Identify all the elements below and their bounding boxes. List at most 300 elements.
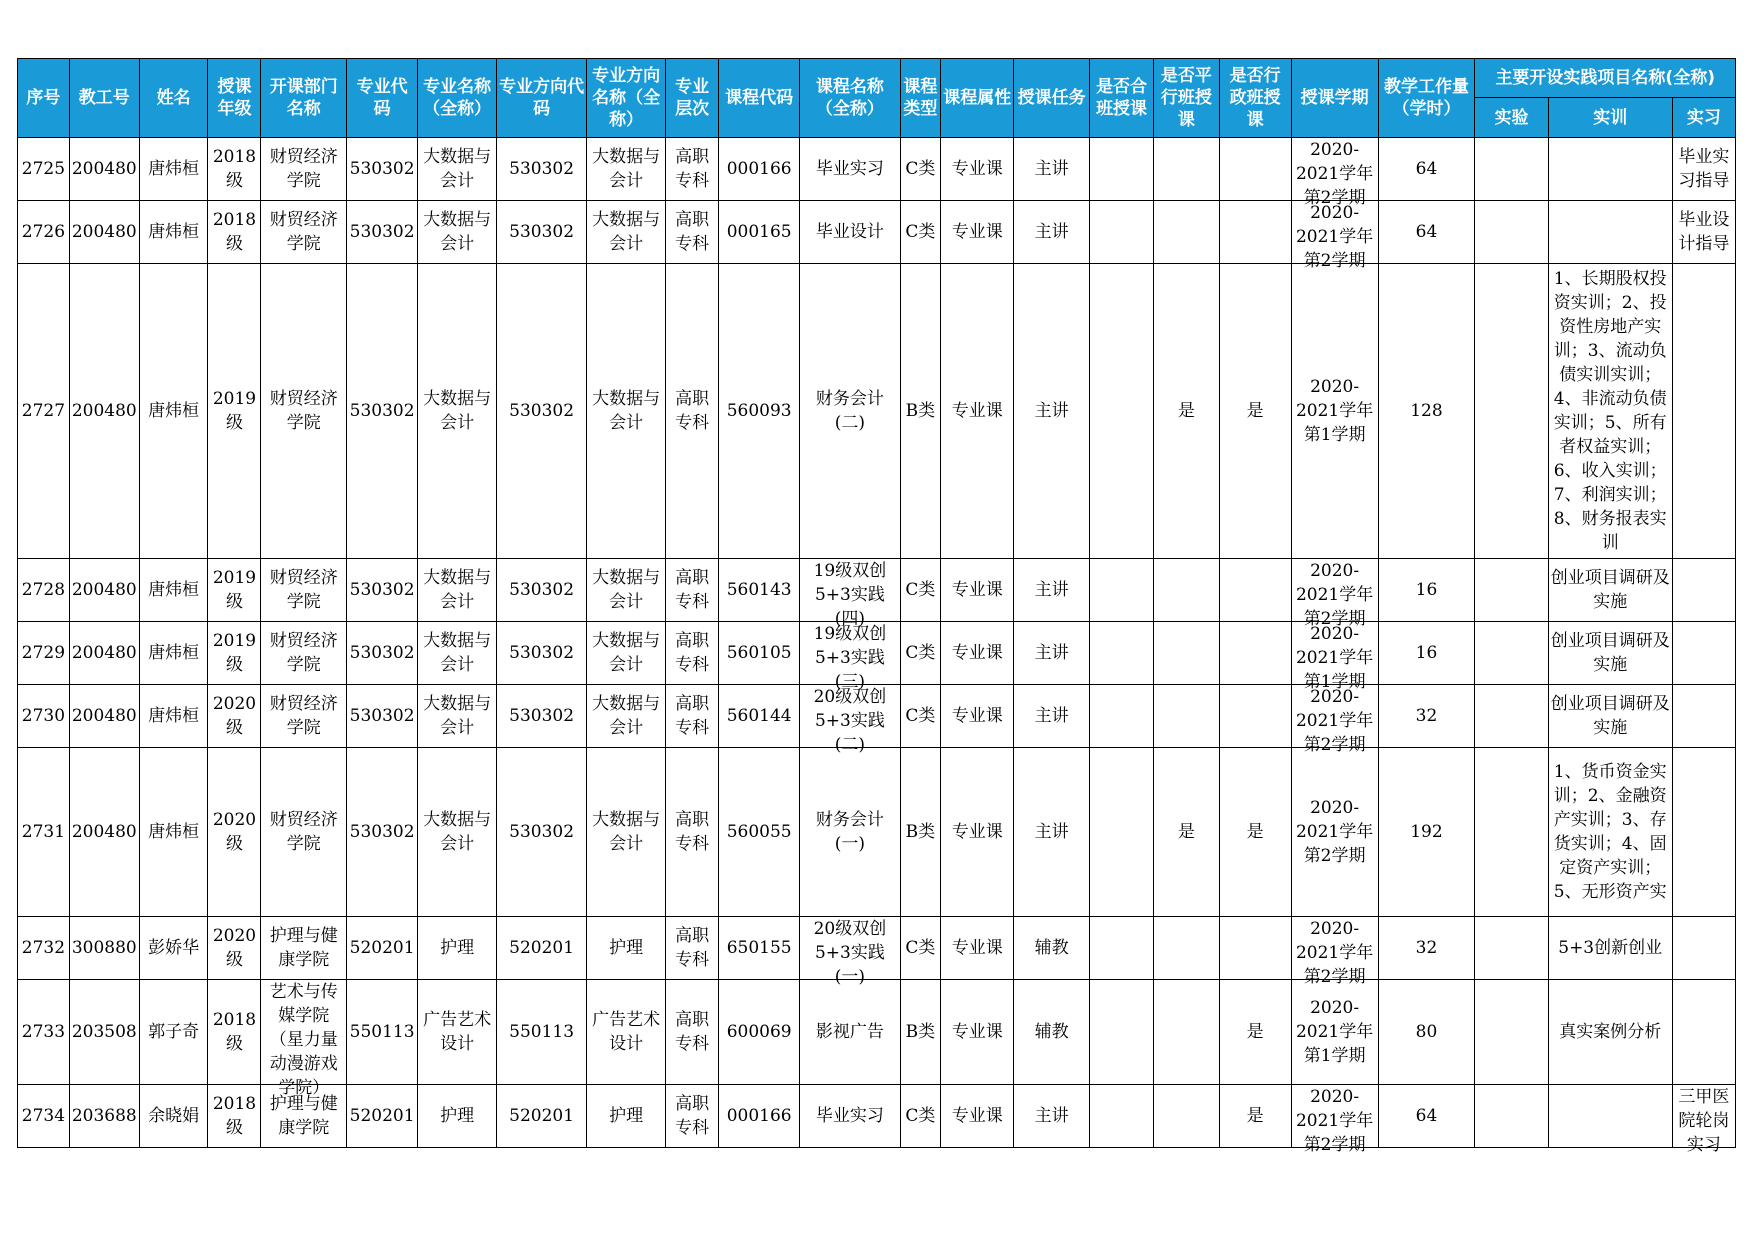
cell-text: 高职专科 <box>675 631 710 675</box>
cell-text: 主讲 <box>1034 159 1069 179</box>
cell-course-attr <box>941 748 1014 917</box>
cell-experiment <box>1475 138 1548 201</box>
cell-major-code <box>347 685 418 748</box>
table-header <box>18 59 1736 138</box>
cell-text: 广告艺术设计 <box>423 1010 492 1054</box>
cell-text: 560143 <box>726 580 792 600</box>
cell-text: 高职专科 <box>675 210 710 254</box>
cell-text: 是 <box>1246 1022 1264 1042</box>
cell-grade <box>208 748 261 917</box>
cell-merged <box>1089 622 1153 685</box>
header-practice-group: 主要开设实践项目名称(全称) <box>1475 59 1736 98</box>
header-course-code: 课程代码 <box>719 59 800 138</box>
cell-text: 000166 <box>726 159 792 179</box>
cell-course-code <box>719 980 800 1085</box>
cell-merged <box>1089 201 1153 264</box>
cell-text: 郭子奇 <box>148 1022 200 1042</box>
cell-dept <box>261 559 347 622</box>
cell-text: 2020级 <box>212 926 257 970</box>
cell-text: 2020-2021学年第1学期 <box>1295 624 1374 692</box>
cell-direction-name <box>587 559 666 622</box>
cell-internship <box>1672 622 1735 685</box>
cell-course-type <box>900 138 941 201</box>
cell-text: 2725 <box>21 159 66 179</box>
cell-text: 64 <box>1415 222 1438 242</box>
cell-teacher-id <box>69 917 139 980</box>
cell-text: 2734 <box>21 1106 66 1126</box>
cell-major-code <box>347 138 418 201</box>
cell-text: 护理与健康学院 <box>269 1094 338 1138</box>
cell-admin <box>1219 685 1291 748</box>
table-row <box>18 264 1736 559</box>
cell-text: 2020级 <box>212 694 257 738</box>
cell-training <box>1548 622 1672 685</box>
cell-text: 唐炜桓 <box>148 159 200 179</box>
cell-term <box>1291 980 1378 1085</box>
header-parallel: 是否平行班授课 <box>1154 59 1219 138</box>
cell-internship <box>1672 748 1735 917</box>
cell-experiment <box>1475 264 1548 559</box>
header-seq: 序号 <box>18 59 70 138</box>
cell-task <box>1014 917 1090 980</box>
cell-text: 护理 <box>609 938 644 958</box>
header-grade: 授课年级 <box>208 59 261 138</box>
cell-text: 毕业设计 <box>815 222 884 242</box>
cell-text: 主讲 <box>1034 222 1069 242</box>
cell-text: 2018级 <box>212 147 257 191</box>
cell-text: 32 <box>1415 706 1438 726</box>
cell-experiment <box>1475 685 1548 748</box>
cell-training <box>1548 559 1672 622</box>
cell-text: 520201 <box>349 1106 415 1126</box>
cell-course-attr <box>941 138 1014 201</box>
cell-text: 创业项目调研及实施 <box>1550 631 1670 675</box>
cell-text: 是 <box>1177 401 1195 421</box>
teaching-workload-table <box>17 58 1736 1155</box>
cell-teacher-id <box>69 559 139 622</box>
cell-course-name <box>800 1085 900 1148</box>
cell-text: 2730 <box>21 706 66 726</box>
cell-hours <box>1378 559 1475 622</box>
cell-text: C类 <box>905 706 936 726</box>
cell-internship <box>1672 138 1735 201</box>
cell-text: 000166 <box>726 1106 792 1126</box>
header-course-name: 课程名称（全称） <box>800 59 900 138</box>
cell-teacher-id <box>69 138 139 201</box>
cell-text: 高职专科 <box>675 1010 710 1054</box>
header-teacher-id: 教工号 <box>69 59 139 138</box>
cell-major-name <box>418 748 497 917</box>
cell-dept <box>261 622 347 685</box>
cell-text: 530302 <box>349 401 415 421</box>
cell-text: 财务会计(一) <box>815 810 884 854</box>
cell-text: 专业课 <box>951 706 1003 726</box>
cell-text: 唐炜桓 <box>148 580 200 600</box>
cell-text: 2020-2021学年第2学期 <box>1295 140 1374 208</box>
cell-text: 毕业实习 <box>815 1106 884 1126</box>
cell-major-name <box>418 917 497 980</box>
cell-text: 530302 <box>349 706 415 726</box>
table-row <box>18 980 1736 1085</box>
cell-teacher-id <box>69 264 139 559</box>
cell-training <box>1548 264 1672 559</box>
cell-text: 专业课 <box>951 159 1003 179</box>
cell-text: 三甲医院轮岗实习 <box>1678 1087 1730 1155</box>
cell-text: 530302 <box>509 822 575 842</box>
cell-level <box>666 685 719 748</box>
cell-grade <box>208 917 261 980</box>
cell-course-attr <box>941 559 1014 622</box>
cell-term <box>1291 138 1378 208</box>
cell-text: 550113 <box>509 1022 575 1042</box>
cell-parallel <box>1154 748 1219 917</box>
cell-major-code <box>347 264 418 559</box>
cell-text: 大数据与会计 <box>423 389 492 433</box>
cell-text: 高职专科 <box>675 147 710 191</box>
cell-course-code <box>719 622 800 685</box>
cell-course-attr <box>941 622 1014 685</box>
cell-admin <box>1219 201 1291 264</box>
cell-admin <box>1219 748 1291 917</box>
table-row <box>18 917 1736 980</box>
table-row <box>18 622 1736 685</box>
cell-text: B类 <box>905 822 936 842</box>
cell-seq <box>18 748 70 917</box>
cell-text: 530302 <box>509 706 575 726</box>
cell-text: 创业项目调研及实施 <box>1550 568 1670 612</box>
header-hours: 教学工作量（学时） <box>1378 59 1475 138</box>
cell-text: 大数据与会计 <box>592 810 661 854</box>
cell-major-name <box>418 1085 497 1148</box>
cell-text: 2733 <box>21 1022 66 1042</box>
cell-course-code <box>719 748 800 917</box>
cell-parallel <box>1154 685 1219 748</box>
cell-seq <box>18 1085 70 1148</box>
header-experiment: 实验 <box>1475 98 1548 138</box>
cell-text: 2019级 <box>212 389 257 433</box>
cell-grade <box>208 685 261 748</box>
cell-dept <box>261 685 347 748</box>
cell-text: 护理 <box>440 938 475 958</box>
cell-parallel <box>1154 1085 1219 1148</box>
cell-name <box>139 622 208 685</box>
cell-training <box>1548 917 1672 980</box>
cell-text: 辅教 <box>1034 1022 1069 1042</box>
cell-text: 专业课 <box>951 938 1003 958</box>
cell-major-name <box>418 622 497 685</box>
cell-admin <box>1219 980 1291 1085</box>
cell-parallel <box>1154 138 1219 201</box>
cell-text: 560055 <box>726 822 792 842</box>
cell-name <box>139 201 208 264</box>
cell-text: 专业课 <box>951 1106 1003 1126</box>
cell-direction-name <box>587 1085 666 1148</box>
cell-course-name <box>800 201 900 264</box>
cell-level <box>666 622 719 685</box>
cell-task <box>1014 685 1090 748</box>
header-level: 专业层次 <box>666 59 719 138</box>
cell-text: 2020-2021学年第2学期 <box>1295 919 1374 987</box>
cell-grade <box>208 1085 261 1148</box>
cell-text: 1、长期股权投资实训；2、投资性房地产实训；3、流动负债实训实训；4、非流动负债实训；5、所有者权益实训；6、收入实训；7、利润实训；8、财务报表实训 <box>1553 269 1667 553</box>
cell-course-code <box>719 1085 800 1148</box>
cell-text: 财贸经济学院 <box>269 568 338 612</box>
cell-course-type <box>900 622 941 685</box>
cell-text: 高职专科 <box>675 694 710 738</box>
cell-course-name <box>800 980 900 1085</box>
cell-text: 530302 <box>509 159 575 179</box>
table-row <box>18 559 1736 622</box>
cell-teacher-id <box>69 201 139 264</box>
cell-text: 2018级 <box>212 1010 257 1054</box>
cell-teacher-id <box>69 1085 139 1148</box>
cell-text: 192 <box>1410 822 1443 842</box>
cell-course-name <box>800 748 900 917</box>
table-row <box>18 138 1736 201</box>
cell-training <box>1548 1085 1672 1148</box>
cell-course-code <box>719 685 800 748</box>
cell-training <box>1548 980 1672 1085</box>
cell-text: 2019级 <box>212 631 257 675</box>
cell-major-name <box>418 264 497 559</box>
header-admin: 是否行政班授课 <box>1219 59 1291 138</box>
cell-admin <box>1219 264 1291 559</box>
cell-text: 64 <box>1415 159 1438 179</box>
cell-major-name <box>418 685 497 748</box>
cell-course-attr <box>941 685 1014 748</box>
cell-course-type <box>900 980 941 1085</box>
header-internship: 实习 <box>1672 98 1735 138</box>
cell-experiment <box>1475 980 1548 1085</box>
cell-text: 600069 <box>726 1022 792 1042</box>
cell-text: 5+3创新创业 <box>1558 938 1663 958</box>
cell-text: 主讲 <box>1034 580 1069 600</box>
cell-text: 大数据与会计 <box>592 694 661 738</box>
cell-text: 32 <box>1415 938 1438 958</box>
cell-text: 广告艺术设计 <box>592 1010 661 1054</box>
cell-text: 唐炜桓 <box>148 222 200 242</box>
cell-level <box>666 917 719 980</box>
cell-experiment <box>1475 1085 1548 1148</box>
cell-text: 560144 <box>726 706 792 726</box>
cell-training <box>1548 138 1672 201</box>
cell-course-name <box>800 264 900 559</box>
cell-text: 200480 <box>71 222 137 242</box>
cell-parallel <box>1154 980 1219 1085</box>
cell-text: 520201 <box>509 938 575 958</box>
cell-direction-code <box>497 685 587 748</box>
cell-text: 2729 <box>21 643 66 663</box>
cell-seq <box>18 685 70 748</box>
header-direction-code: 专业方向代码 <box>497 59 587 138</box>
table-row <box>18 1085 1736 1148</box>
cell-text: 530302 <box>349 643 415 663</box>
cell-text: 2726 <box>21 222 66 242</box>
cell-text: C类 <box>905 643 936 663</box>
cell-text: 高职专科 <box>675 1094 710 1138</box>
cell-direction-code <box>497 138 587 201</box>
cell-text: 大数据与会计 <box>423 147 492 191</box>
cell-internship <box>1672 559 1735 622</box>
cell-dept <box>261 264 347 559</box>
cell-training <box>1548 748 1672 917</box>
cell-text: 200480 <box>71 706 137 726</box>
cell-text: 2020-2021学年第2学期 <box>1295 1087 1374 1155</box>
cell-direction-code <box>497 559 587 622</box>
header-direction-name: 专业方向名称（全称） <box>587 59 666 138</box>
cell-text: 200480 <box>71 401 137 421</box>
cell-seq <box>18 138 70 201</box>
cell-text: 200480 <box>71 580 137 600</box>
header-term: 授课学期 <box>1291 59 1378 138</box>
cell-dept <box>261 201 347 264</box>
cell-seq <box>18 980 70 1085</box>
cell-text: 2020-2021学年第2学期 <box>1295 561 1374 629</box>
cell-direction-name <box>587 201 666 264</box>
cell-text: 专业课 <box>951 580 1003 600</box>
cell-name <box>139 917 208 980</box>
cell-term <box>1291 917 1378 987</box>
cell-major-code <box>347 201 418 264</box>
cell-grade <box>208 622 261 685</box>
cell-training <box>1548 685 1672 748</box>
cell-admin <box>1219 917 1291 980</box>
cell-text: 530302 <box>509 401 575 421</box>
cell-term <box>1291 559 1378 629</box>
cell-text: 200480 <box>71 159 137 179</box>
cell-text: 560105 <box>726 643 792 663</box>
cell-grade <box>208 559 261 622</box>
cell-text: 530302 <box>349 222 415 242</box>
cell-seq <box>18 917 70 980</box>
cell-text: 16 <box>1415 643 1438 663</box>
cell-text: 200480 <box>71 822 137 842</box>
cell-text: 大数据与会计 <box>423 210 492 254</box>
cell-text: 大数据与会计 <box>592 210 661 254</box>
cell-text: 530302 <box>509 643 575 663</box>
cell-hours <box>1378 622 1475 685</box>
cell-internship <box>1672 264 1735 559</box>
cell-course-name <box>800 138 900 201</box>
cell-text: 000165 <box>726 222 792 242</box>
cell-text: 财贸经济学院 <box>269 810 338 854</box>
cell-text: 唐炜桓 <box>148 822 200 842</box>
cell-experiment <box>1475 622 1548 685</box>
cell-text: 2020-2021学年第1学期 <box>1295 998 1374 1066</box>
cell-text: C类 <box>905 938 936 958</box>
cell-course-type <box>900 685 941 748</box>
cell-text: 艺术与传媒学院（星力量动漫游戏学院） <box>269 982 338 1098</box>
cell-course-name <box>800 559 900 629</box>
cell-hours <box>1378 264 1475 559</box>
cell-course-name <box>800 622 900 692</box>
cell-name <box>139 748 208 917</box>
cell-dept <box>261 1085 347 1148</box>
cell-text: 高职专科 <box>675 568 710 612</box>
cell-name <box>139 685 208 748</box>
header-training: 实训 <box>1548 98 1672 138</box>
cell-internship <box>1672 917 1735 980</box>
header-task: 授课任务 <box>1014 59 1090 138</box>
cell-parallel <box>1154 201 1219 264</box>
cell-course-code <box>719 138 800 201</box>
cell-text: 550113 <box>349 1022 415 1042</box>
cell-level <box>666 1085 719 1148</box>
cell-hours <box>1378 685 1475 748</box>
cell-course-type <box>900 264 941 559</box>
cell-text: 大数据与会计 <box>592 389 661 433</box>
cell-grade <box>208 138 261 201</box>
cell-course-attr <box>941 1085 1014 1148</box>
cell-text: 唐炜桓 <box>148 401 200 421</box>
cell-text: 2020-2021学年第2学期 <box>1295 687 1374 755</box>
cell-text: 真实案例分析 <box>1559 1022 1662 1042</box>
cell-text: 专业课 <box>951 643 1003 663</box>
cell-text: 专业课 <box>951 1022 1003 1042</box>
cell-direction-name <box>587 622 666 685</box>
cell-task <box>1014 138 1090 201</box>
cell-level <box>666 980 719 1085</box>
cell-text: 530302 <box>509 222 575 242</box>
cell-merged <box>1089 1085 1153 1148</box>
cell-dept <box>261 748 347 917</box>
cell-course-name <box>800 917 900 987</box>
cell-text: 19级双创5+3实践(三) <box>813 624 887 692</box>
cell-text: 530302 <box>509 580 575 600</box>
cell-text: C类 <box>905 222 936 242</box>
cell-term <box>1291 748 1378 917</box>
cell-merged <box>1089 980 1153 1085</box>
cell-text: 主讲 <box>1034 1106 1069 1126</box>
cell-text: C类 <box>905 1106 936 1126</box>
cell-course-type <box>900 1085 941 1148</box>
cell-major-code <box>347 1085 418 1148</box>
cell-name <box>139 980 208 1085</box>
cell-admin <box>1219 622 1291 685</box>
cell-text: 财贸经济学院 <box>269 147 338 191</box>
cell-admin <box>1219 138 1291 201</box>
cell-text: 20级双创5+3实践(一) <box>813 919 887 987</box>
cell-direction-name <box>587 917 666 980</box>
cell-direction-code <box>497 622 587 685</box>
cell-major-code <box>347 559 418 622</box>
cell-text: 530302 <box>349 580 415 600</box>
cell-text: 2018级 <box>212 210 257 254</box>
cell-course-attr <box>941 264 1014 559</box>
cell-direction-code <box>497 748 587 917</box>
cell-text: 主讲 <box>1034 643 1069 663</box>
cell-text: 财贸经济学院 <box>269 389 338 433</box>
cell-internship <box>1672 685 1735 748</box>
cell-task <box>1014 1085 1090 1148</box>
cell-hours <box>1378 917 1475 980</box>
cell-text: 203688 <box>71 1106 137 1126</box>
cell-task <box>1014 559 1090 622</box>
cell-text: 影视广告 <box>815 1022 884 1042</box>
cell-text: 520201 <box>509 1106 575 1126</box>
cell-text: 财贸经济学院 <box>269 631 338 675</box>
cell-parallel <box>1154 559 1219 622</box>
cell-text: 20级双创5+3实践(二) <box>813 687 887 755</box>
cell-direction-code <box>497 201 587 264</box>
cell-major-code <box>347 980 418 1085</box>
cell-course-type <box>900 201 941 264</box>
cell-text: 2020级 <box>212 810 257 854</box>
cell-text: B类 <box>905 1022 936 1042</box>
header-major-code: 专业代码 <box>347 59 418 138</box>
cell-hours <box>1378 1085 1475 1148</box>
cell-term <box>1291 1085 1378 1155</box>
